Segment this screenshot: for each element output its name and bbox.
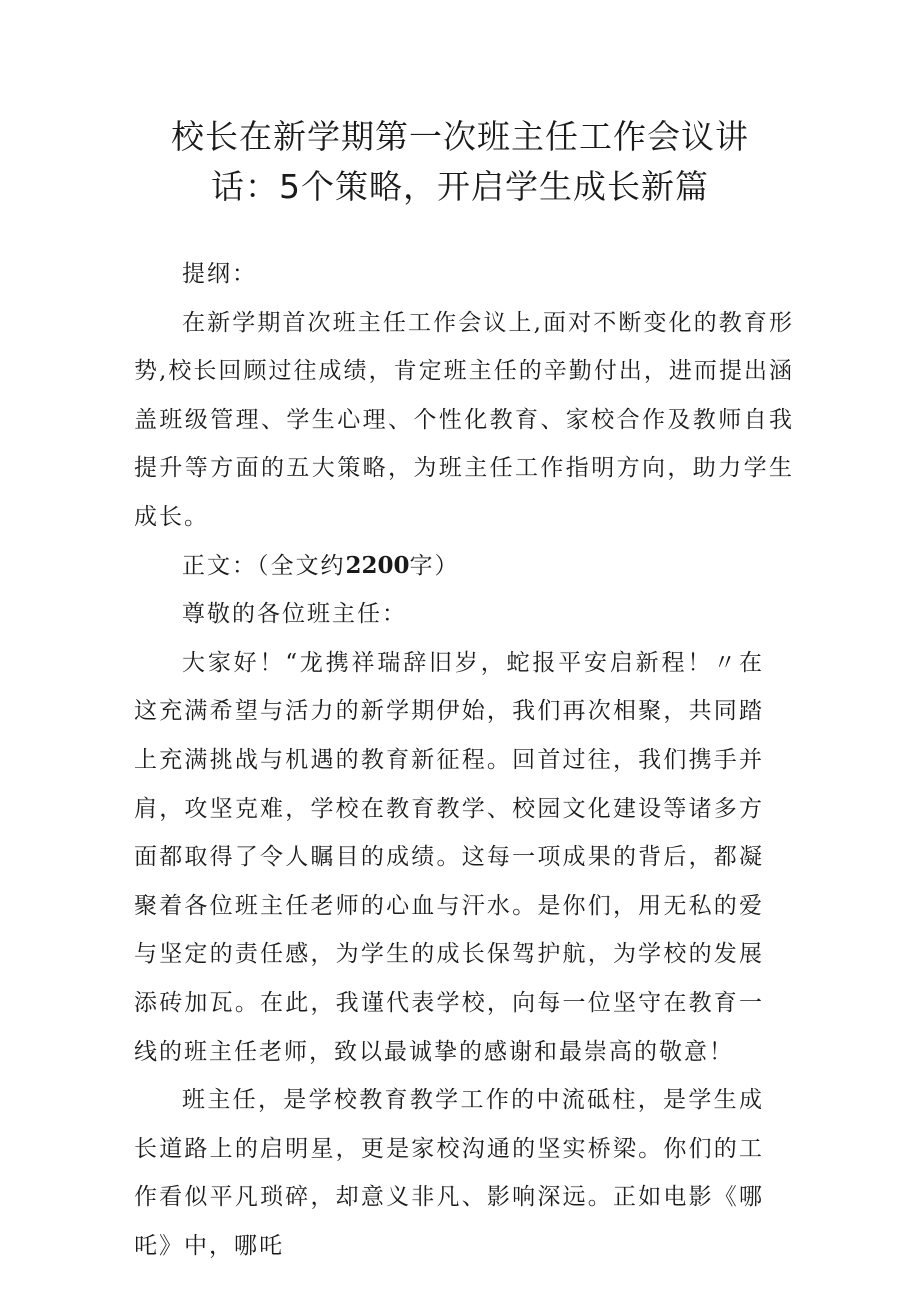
title-line-1: 校长在新学期第一次班主任工作会议讲	[171, 117, 749, 156]
main-text-label	[134, 542, 794, 591]
document-body	[134, 250, 794, 1270]
body-paragraph-1: 大家好！“龙携祥瑞辞旧岁，蛇报平安启新程！〃在这充满希望与活力的新学期伊始，我们再次相聚，共同踏上充满挑战与机遇的教育新征程。回首过往，我们携手并肩，攻坚克难，学校在教育教学、校园文化建设等诸多方面都取得了令人瞩目的成绩。这每一项成果的背后，都凝聚着各位班主任老师的心血与汗水。是你们，用无私的爱与坚定的责任感，为学生的成长保驾护航，为学校的发展添砖加瓦。在此，我谨代表学校，向每一位坚守在教育一线的班主任老师，致以最诚挚的感谢和最崇高的敬意！	[134, 649, 764, 1065]
body-paragraph-2: 班主任，是学校教育教学工作的中流砥柱，是学生成长道路上的启明星，更是家校沟通的坚实桥梁。你们的工作看似平凡琐碎，却意义非凡、影响深远。正如电影《哪吒》中，哪吒	[134, 1087, 764, 1259]
outline-text: 在新学期首次班主任工作会议上,面对不断变化的教育形势,校长回顾过往成绩，肯定班主任的辛勤付出，进而提出涵盖班级管理、学生心理、个性化教育、家校合作及教师自我提升等方面的五大策略，为班主任工作指明方向，助力学生成长。	[134, 309, 794, 530]
main-label-suffix: 字）	[409, 552, 460, 579]
greeting: 尊敬的各位班主任：	[182, 601, 407, 628]
main-label-prefix: 正文：（全文约	[182, 552, 346, 579]
document-title	[120, 112, 800, 212]
word-count: 2200	[345, 551, 410, 579]
title-line-2: 话：5个策略，开启学生成长新篇	[211, 167, 709, 206]
outline-label: 提纲：	[182, 261, 257, 287]
